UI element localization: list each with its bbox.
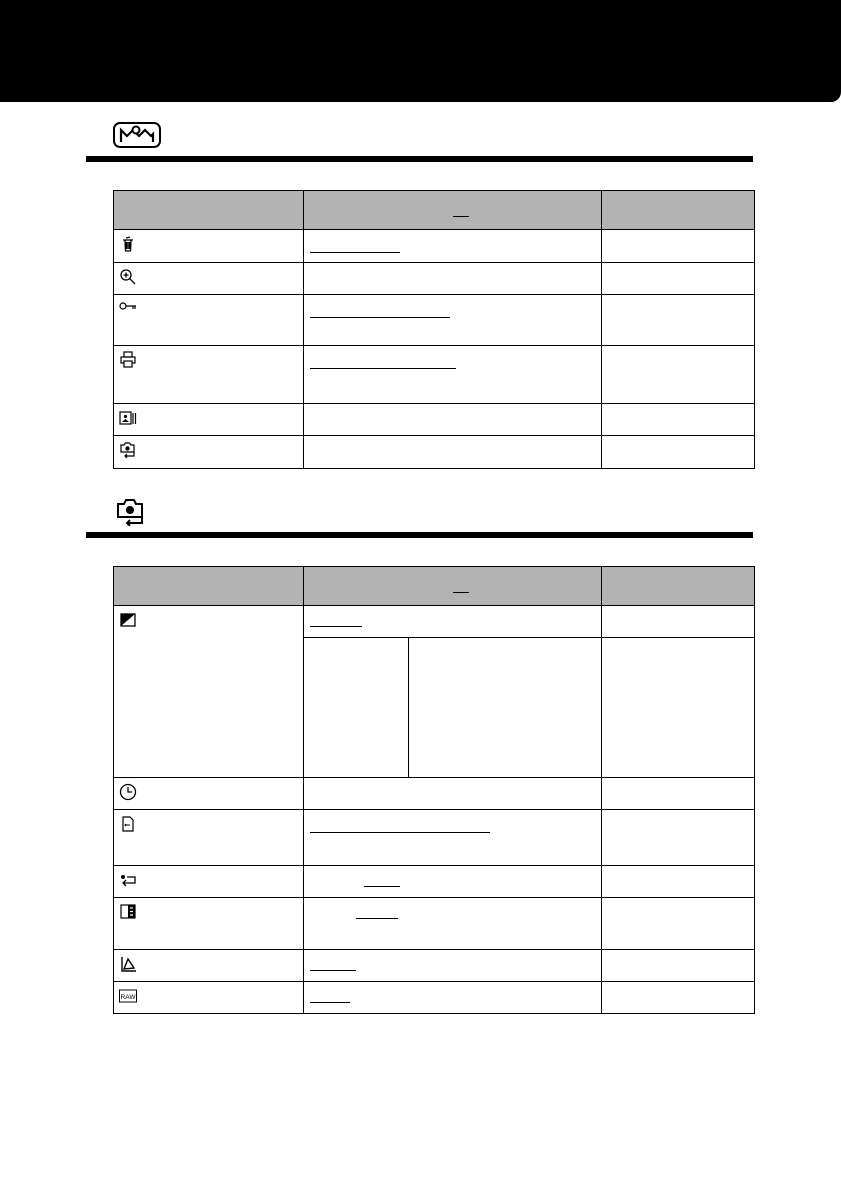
clock-icon (119, 783, 137, 801)
camera-return-icon (119, 441, 137, 459)
header-band (0, 0, 841, 102)
reset-icon (119, 871, 137, 889)
table-row[interactable] (114, 866, 755, 898)
table-row[interactable] (114, 606, 755, 638)
svg-text:RAW: RAW (120, 994, 136, 1001)
table-row[interactable] (114, 778, 755, 810)
table-row[interactable] (114, 346, 755, 404)
trash-icon (119, 235, 137, 253)
slideshow-icon (119, 409, 137, 427)
table-row[interactable] (114, 404, 755, 436)
table-row[interactable] (114, 950, 755, 982)
key-protect-icon (119, 300, 137, 318)
section-rule (86, 156, 753, 162)
raw-icon (119, 987, 137, 1005)
playback-menu-table (113, 190, 755, 469)
sharpness-icon (119, 955, 137, 973)
table-row[interactable] (114, 230, 755, 263)
table-header-cell (602, 567, 755, 606)
camera-return-icon (115, 498, 147, 526)
table-header-cell (114, 191, 304, 230)
table-row[interactable] (114, 295, 755, 346)
camera-menu-table (113, 566, 755, 1014)
table-row[interactable] (114, 263, 755, 295)
zoom-in-icon (119, 268, 137, 286)
table-header-cell (602, 191, 755, 230)
section-rule (86, 532, 753, 538)
table-row[interactable] (114, 982, 755, 1014)
table-header-cell (304, 567, 602, 606)
table-header-cell (304, 191, 602, 230)
table-row[interactable] (114, 436, 755, 469)
sub-column-divider (408, 638, 409, 777)
table-row[interactable] (114, 898, 755, 950)
table-header-cell (114, 567, 304, 606)
print-icon (119, 351, 137, 369)
table-row[interactable] (114, 810, 755, 866)
card-icon (119, 815, 137, 833)
contrast-icon (119, 611, 137, 629)
film-frame-icon (119, 903, 137, 921)
playback-mode-icon (113, 122, 161, 148)
